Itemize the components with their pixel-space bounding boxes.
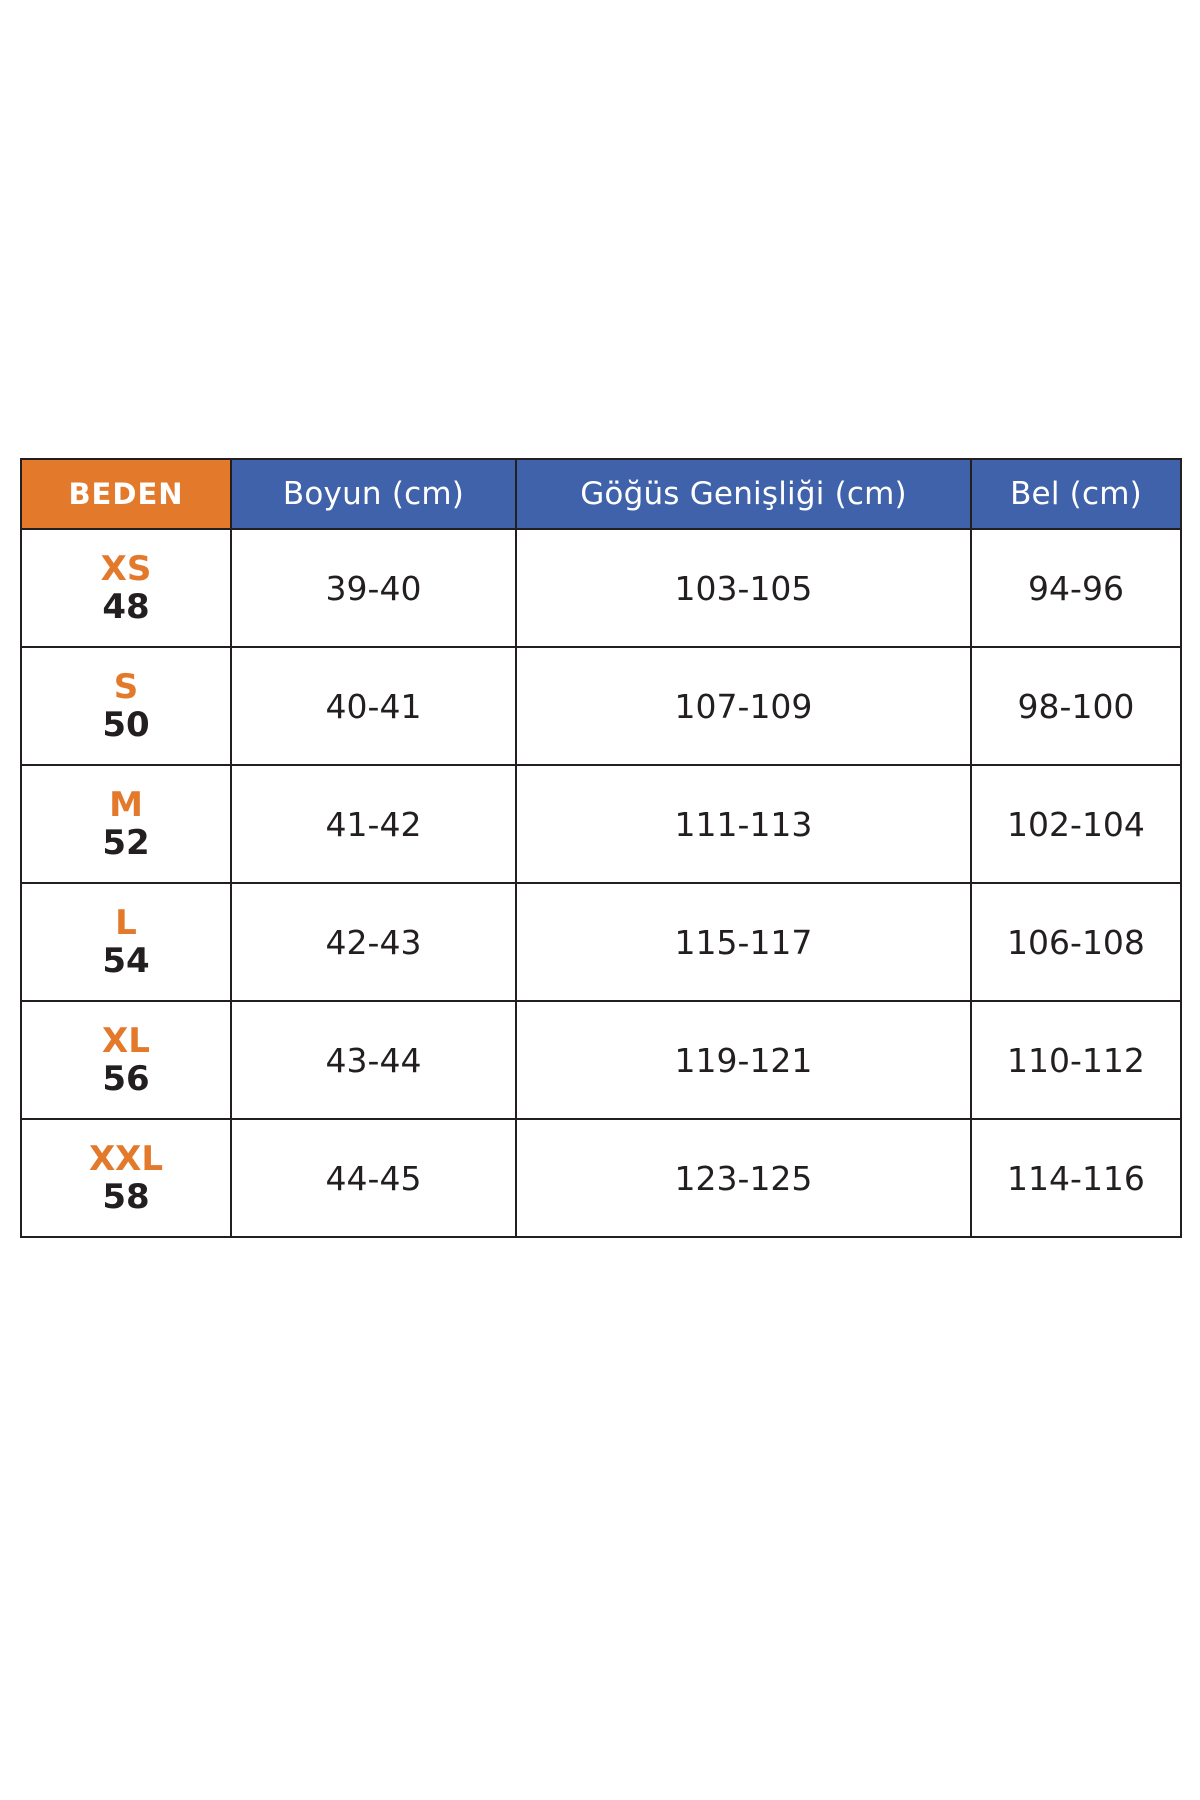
size-letter: M	[109, 784, 143, 825]
cell-chest: 123-125	[516, 1119, 971, 1237]
size-letter: S	[113, 666, 139, 707]
size-number: 50	[102, 705, 150, 745]
table-row	[21, 765, 1181, 883]
cell-size	[21, 765, 231, 883]
table-body	[21, 529, 1181, 1237]
cell-size	[21, 1119, 231, 1237]
size-number: 54	[102, 941, 150, 981]
cell-waist: 98-100	[971, 647, 1181, 765]
cell-neck: 41-42	[231, 765, 516, 883]
size-letter: XL	[102, 1020, 150, 1061]
size-chart	[20, 458, 1180, 1238]
cell-chest: 111-113	[516, 765, 971, 883]
cell-chest: 107-109	[516, 647, 971, 765]
table-row	[21, 1001, 1181, 1119]
cell-neck: 42-43	[231, 883, 516, 1001]
table-row	[21, 529, 1181, 647]
header-row	[21, 459, 1181, 529]
cell-neck: 44-45	[231, 1119, 516, 1237]
cell-waist: 114-116	[971, 1119, 1181, 1237]
cell-waist: 106-108	[971, 883, 1181, 1001]
cell-neck: 43-44	[231, 1001, 516, 1119]
size-number: 58	[102, 1177, 150, 1217]
column-header-chest: Göğüs Genişliği (cm)	[516, 459, 971, 529]
cell-chest: 115-117	[516, 883, 971, 1001]
cell-size	[21, 1001, 231, 1119]
size-number: 56	[102, 1059, 150, 1099]
cell-waist: 110-112	[971, 1001, 1181, 1119]
cell-neck: 40-41	[231, 647, 516, 765]
cell-chest: 119-121	[516, 1001, 971, 1119]
size-number: 48	[102, 587, 150, 627]
cell-waist: 94-96	[971, 529, 1181, 647]
cell-chest: 103-105	[516, 529, 971, 647]
table-row	[21, 1119, 1181, 1237]
cell-waist: 102-104	[971, 765, 1181, 883]
column-header-waist: Bel (cm)	[971, 459, 1181, 529]
column-header-size: BEDEN	[21, 459, 231, 529]
table-row	[21, 883, 1181, 1001]
cell-size	[21, 883, 231, 1001]
size-number: 52	[102, 823, 150, 863]
cell-size	[21, 529, 231, 647]
size-letter: L	[115, 902, 137, 943]
size-chart-table	[20, 458, 1182, 1238]
cell-size	[21, 647, 231, 765]
size-letter: XXL	[88, 1138, 164, 1179]
cell-neck: 39-40	[231, 529, 516, 647]
size-letter: XS	[100, 548, 152, 589]
table-row	[21, 647, 1181, 765]
column-header-neck: Boyun (cm)	[231, 459, 516, 529]
table-header	[21, 459, 1181, 529]
